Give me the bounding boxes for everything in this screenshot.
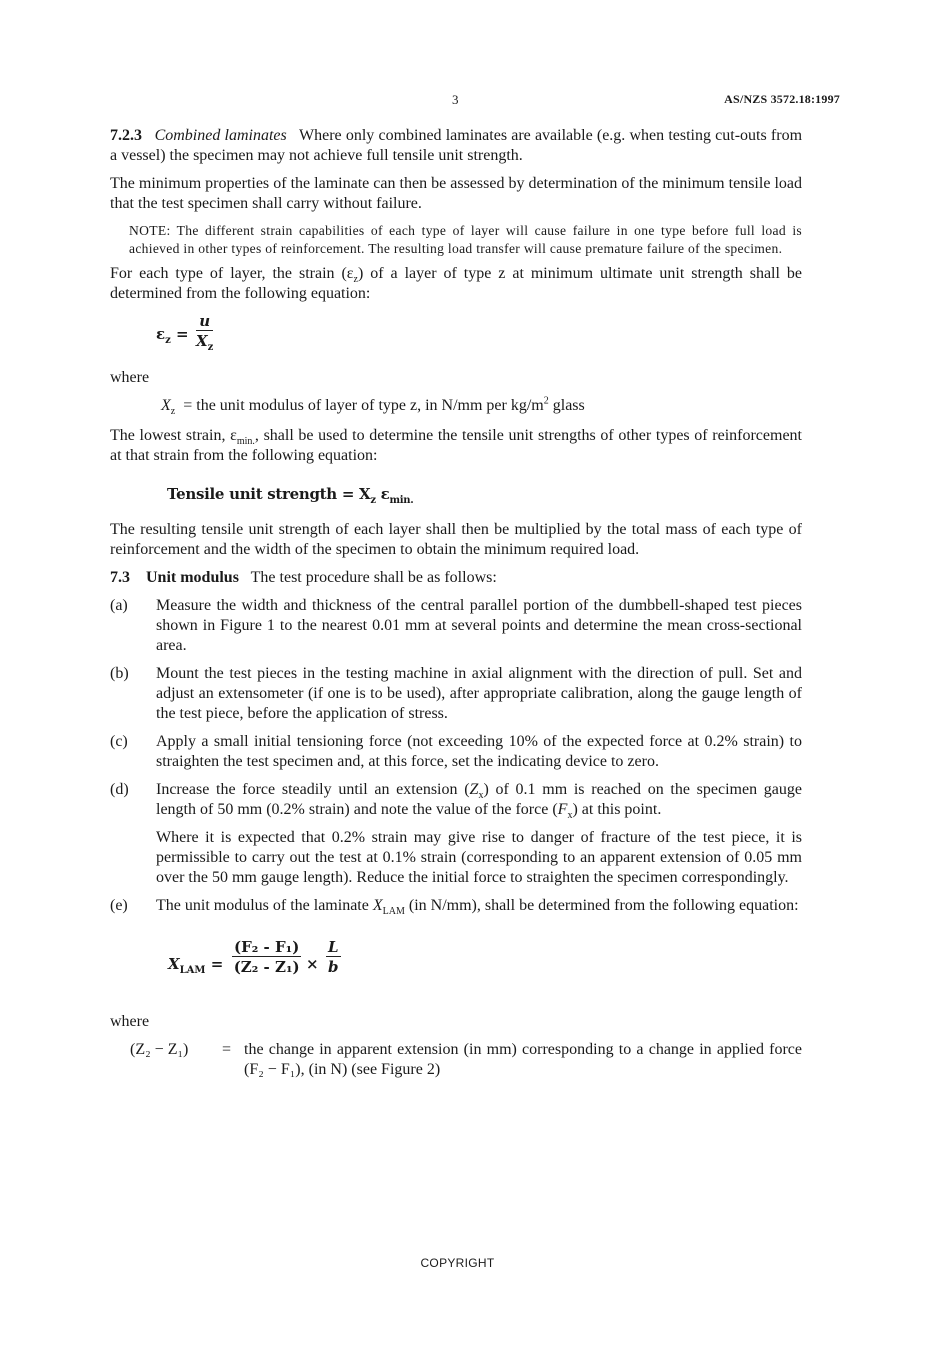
subscript: LAM xyxy=(179,965,206,976)
symbol: X xyxy=(168,955,180,973)
paragraph-lowest-strain xyxy=(110,426,802,466)
text-run: (in N/mm), shall be determined from the following equation: xyxy=(404,897,799,914)
equals-sign: = xyxy=(222,1041,232,1058)
symbol: X xyxy=(196,332,208,350)
text-run: Tensile unit strength = X xyxy=(167,485,371,503)
symbol: ε xyxy=(156,325,166,343)
text-run: glass xyxy=(548,397,585,414)
text-run: The unit modulus of the laminate xyxy=(156,897,373,914)
equation-lhs xyxy=(156,324,189,344)
subscript: min. xyxy=(236,436,255,448)
text-run: ) of 0.1 mm is reached on the specimen gauge length of 50 mm (0.2% strain) and note the value of the force ( xyxy=(156,781,803,818)
list-text xyxy=(156,780,802,820)
equals-sign: = xyxy=(176,325,189,343)
numerator: L xyxy=(328,938,339,956)
definition-text: the change in apparent extension (in mm) corresponding to a change in applied force (F₂ − F₁), (in N) (see Figure 2) xyxy=(244,1041,802,1078)
text-run: ) at this point. xyxy=(572,801,662,818)
subscript: min. xyxy=(389,495,414,506)
equation-tensile-unit-strength xyxy=(110,478,802,518)
numerator: (F₂ - F₁) xyxy=(234,938,300,956)
subscript: LAM xyxy=(382,906,405,918)
where-label: where xyxy=(110,369,150,386)
fraction-force-extension xyxy=(232,938,301,977)
symbol: X xyxy=(372,897,383,914)
page-number: 3 xyxy=(452,92,459,107)
list-label: (e) xyxy=(110,897,128,914)
list-item-a xyxy=(110,596,802,656)
section-number: 7.3 xyxy=(110,569,130,586)
section-text: Where only combined laminates are available (e.g. when testing cut-outs from a vessel) the specimen may not achieve full tensile unit strength. xyxy=(110,127,803,164)
equation-strain xyxy=(110,312,802,364)
equals-sign: = xyxy=(210,955,224,973)
definition-text: = the unit modulus of layer of type z, in N/mm per kg/m xyxy=(183,397,544,414)
fraction-length-width xyxy=(326,938,341,977)
subscript: x xyxy=(478,790,484,802)
list-item-e xyxy=(110,896,802,916)
definition-term: (Z₂ − Z₁) xyxy=(130,1041,189,1058)
list-text: Measure the width and thickness of the central parallel portion of the dumbbell-shaped test pieces shown in Figure 1 to the nearest 0.01 mm at several points and determine the mean cross-sectional area. xyxy=(156,597,802,654)
paragraph-strain xyxy=(110,264,802,304)
text-run: , shall be used to determine the tensile unit strengths of other types of reinforcement at that strain from the following equation: xyxy=(110,427,802,464)
paragraph-resulting: The resulting tensile unit strength of each layer shall then be multiplied by the total mass of each type of reinforcement and the width of the specimen to obtain the minimum required load. xyxy=(110,521,802,558)
fraction xyxy=(196,312,213,351)
symbol: ε xyxy=(375,485,390,503)
list-item-d-note: Where it is expected that 0.2% strain may give rise to danger of fracture of the test piece, it is permissible to carry out the test at 0.1% strain (corresponding to an apparent extension of 0.05 mm over the 50 mm gauge length). Reduce the initial force to straighten the specimen correspondingly. xyxy=(156,829,802,886)
section-7-2-3 xyxy=(110,126,802,166)
numerator: u xyxy=(196,312,213,331)
symbol: Z xyxy=(469,781,479,798)
page-content xyxy=(110,126,802,1080)
where-label: where xyxy=(110,1013,150,1030)
subscript: z xyxy=(353,274,358,286)
equation-lhs xyxy=(168,954,223,974)
subscript: x xyxy=(567,810,573,822)
denominator xyxy=(196,331,213,351)
equation-text xyxy=(167,484,413,504)
superscript: 2 xyxy=(543,395,549,407)
list-label: (a) xyxy=(110,597,128,614)
section-title: Unit modulus xyxy=(146,569,239,586)
list-item-d xyxy=(110,780,802,820)
symbol: X xyxy=(161,397,171,414)
text-run: ) of a layer of type z at minimum ultimate unit strength shall be determined from the following equation: xyxy=(110,265,802,302)
subscript: z xyxy=(165,335,171,346)
subscript: z xyxy=(170,406,176,418)
list-text: Mount the test pieces in the testing machine in axial alignment with the direction of pull. Set and adjust an extensometer (if one is to be used), after appropriate calibration, along the gauge length of the test piece, before the application of stress. xyxy=(156,665,802,722)
list-label: (c) xyxy=(110,733,128,750)
denominator: (Z₂ - Z₁) xyxy=(233,958,300,976)
section-text: The test procedure shall be as follows: xyxy=(250,569,497,586)
section-title: Combined laminates xyxy=(154,127,287,144)
copyright-footer: COPYRIGHT xyxy=(420,1256,495,1270)
text-run: The lowest strain, ε xyxy=(110,427,237,444)
text-run: For each type of layer, the strain (ε xyxy=(110,265,354,282)
standard-reference: AS/NZS 3572.18:1997 xyxy=(724,92,840,106)
section-7-3 xyxy=(110,568,802,588)
denominator: b xyxy=(328,958,339,976)
definition-z-change xyxy=(130,1040,802,1080)
subscript: z xyxy=(207,342,214,353)
list-item-c xyxy=(110,732,802,772)
definition-xz xyxy=(161,396,802,416)
list-text xyxy=(156,896,802,916)
subscript: z xyxy=(370,495,376,506)
equation-unit-modulus xyxy=(110,932,802,1004)
list-item-b xyxy=(110,664,802,724)
times-sign: × xyxy=(306,955,319,973)
list-label: (d) xyxy=(110,781,129,798)
section-number: 7.2.3 xyxy=(110,127,142,144)
symbol: F xyxy=(557,801,568,818)
text-run: Increase the force steadily until an extension ( xyxy=(156,781,470,798)
list-label: (b) xyxy=(110,665,129,682)
paragraph-minimum: The minimum properties of the laminate can then be assessed by determination of the minimum tensile load that the test specimen shall carry without failure. xyxy=(110,175,802,212)
note: NOTE: The different strain capabilities of each type of layer will cause failure in one type before full load is achieved in other types of reinforcement. The resulting load transfer will cause premature failure of the specimen. xyxy=(129,223,802,256)
list-text: Apply a small initial tensioning force (not exceeding 10% of the expected force at 0.2% strain) to straighten the test specimen and, at this force, set the indicating device to zero. xyxy=(156,733,802,770)
